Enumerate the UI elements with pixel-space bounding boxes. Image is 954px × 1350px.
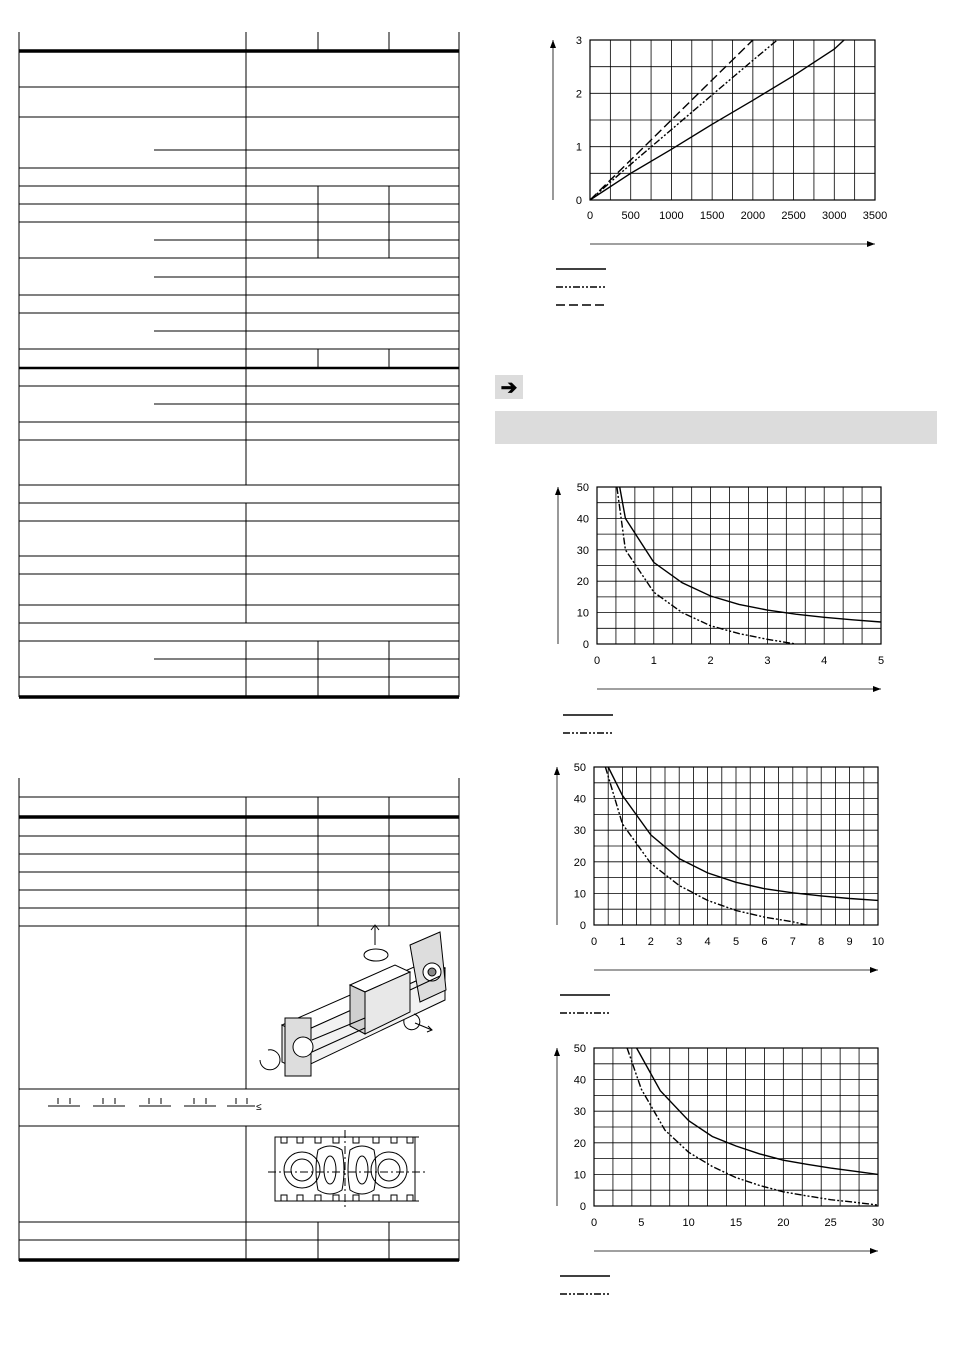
chart-3-x-tick-label: 3 bbox=[676, 936, 683, 948]
chart-3-x-tick-label: 4 bbox=[704, 936, 711, 948]
chart-4-y-tick-label: 10 bbox=[573, 1169, 586, 1182]
chart-3-x-tick-label: 2 bbox=[647, 936, 654, 948]
technical-data-table bbox=[19, 32, 459, 697]
chart-3-y-arrowhead bbox=[554, 767, 560, 775]
chart-3-x-tick-label: 9 bbox=[846, 936, 853, 948]
chart-2-series-1-line bbox=[620, 487, 881, 622]
chart-2 bbox=[555, 482, 884, 733]
chart-3 bbox=[554, 762, 884, 1013]
chart-1-x-arrowhead bbox=[867, 241, 875, 247]
chart-4-x-tick-label: 20 bbox=[777, 1217, 790, 1229]
chart-4 bbox=[554, 1043, 884, 1294]
chart-4-x-tick-label: 5 bbox=[638, 1217, 645, 1229]
chart-3-x-tick-label: 0 bbox=[590, 936, 598, 948]
chart-3-y-tick-label: 30 bbox=[573, 825, 586, 838]
chart-3-x-tick-label: 6 bbox=[761, 936, 768, 948]
chart-1-x-tick-label: 0 bbox=[586, 210, 594, 222]
chart-4-y-tick-label: 40 bbox=[573, 1074, 586, 1087]
chart-2-y-tick-label: 30 bbox=[576, 544, 589, 557]
charts-layer bbox=[550, 35, 887, 1294]
chart-3-x-tick-label: 1 bbox=[619, 936, 626, 948]
profile-cross-section-drawing bbox=[268, 1130, 425, 1208]
chart-4-x-tick-label: 0 bbox=[590, 1217, 598, 1229]
chart-3-x-tick-label: 10 bbox=[871, 936, 885, 948]
chart-4-y-tick-label: 50 bbox=[573, 1043, 586, 1055]
chart-2-y-tick-label: 10 bbox=[576, 607, 589, 620]
chart-1-x-tick-label: 2500 bbox=[781, 210, 806, 222]
chart-4-y-tick-label: 20 bbox=[573, 1137, 586, 1150]
chart-2-x-tick-label: 0 bbox=[593, 655, 601, 667]
chart-2-x-tick-label: 2 bbox=[707, 655, 714, 667]
chart-2-y-tick-label: 0 bbox=[582, 639, 589, 651]
chart-4-y-arrowhead bbox=[554, 1048, 560, 1056]
chart-4-x-tick-label: 10 bbox=[682, 1217, 695, 1229]
chart-3-y-tick-label: 20 bbox=[573, 856, 586, 869]
chart-1-y-tick-label: 1 bbox=[575, 141, 582, 154]
chart-1-y-tick-label: 3 bbox=[575, 35, 582, 47]
chart-4-y-tick-label: 30 bbox=[573, 1106, 586, 1119]
chart-3-y-tick-label: 40 bbox=[573, 793, 586, 806]
chart-4-x-tick-label: 15 bbox=[729, 1217, 743, 1229]
chart-2-y-tick-label: 40 bbox=[576, 513, 589, 526]
chart-3-series-1-line bbox=[608, 767, 878, 900]
chart-1-x-tick-label: 3500 bbox=[862, 210, 888, 222]
chart-4-x-arrowhead bbox=[870, 1248, 878, 1254]
chart-2-x-tick-label: 4 bbox=[821, 655, 828, 667]
chart-1-x-tick-label: 2000 bbox=[740, 210, 766, 222]
less-equal-symbol: ≤ bbox=[256, 1102, 262, 1113]
chart-3-y-tick-label: 0 bbox=[579, 920, 586, 932]
chart-2-x-tick-label: 3 bbox=[764, 655, 771, 667]
chart-2-x-arrowhead bbox=[873, 686, 881, 692]
chart-1-x-tick-label: 3000 bbox=[822, 210, 847, 222]
chart-1-y-tick-label: 0 bbox=[575, 195, 582, 207]
chart-3-y-tick-label: 10 bbox=[573, 888, 586, 901]
chart-1-x-tick-label: 500 bbox=[621, 210, 640, 222]
chart-1-x-tick-label: 1000 bbox=[659, 210, 684, 222]
chart-4-y-tick-label: 0 bbox=[579, 1201, 586, 1213]
reference-arrow-icon: ➔ bbox=[495, 375, 523, 399]
chart-3-x-tick-label: 5 bbox=[732, 936, 740, 948]
chart-2-y-tick-label: 50 bbox=[576, 482, 589, 494]
chart-2-x-tick-label: 5 bbox=[877, 655, 885, 667]
chart-3-x-tick-label: 8 bbox=[818, 936, 825, 948]
chart-3-x-tick-label: 7 bbox=[789, 936, 796, 948]
linear-drive-drawing bbox=[260, 925, 446, 1076]
chart-3-y-tick-label: 50 bbox=[573, 762, 586, 774]
chart-4-x-tick-label: 30 bbox=[871, 1217, 885, 1229]
chart-2-y-tick-label: 20 bbox=[576, 576, 589, 589]
chart-4-x-tick-label: 25 bbox=[824, 1217, 837, 1229]
section-header-band bbox=[495, 411, 937, 444]
chart-2-y-arrowhead bbox=[555, 487, 561, 495]
load-comparison-formula bbox=[48, 1098, 255, 1106]
chart-3-x-arrowhead bbox=[870, 967, 878, 973]
chart-1-x-tick-label: 1500 bbox=[699, 210, 725, 222]
chart-1-y-tick-label: 2 bbox=[575, 88, 582, 101]
chart-2-x-tick-label: 1 bbox=[650, 655, 657, 667]
chart-1-y-arrowhead bbox=[550, 40, 556, 48]
chart-1 bbox=[550, 35, 887, 305]
